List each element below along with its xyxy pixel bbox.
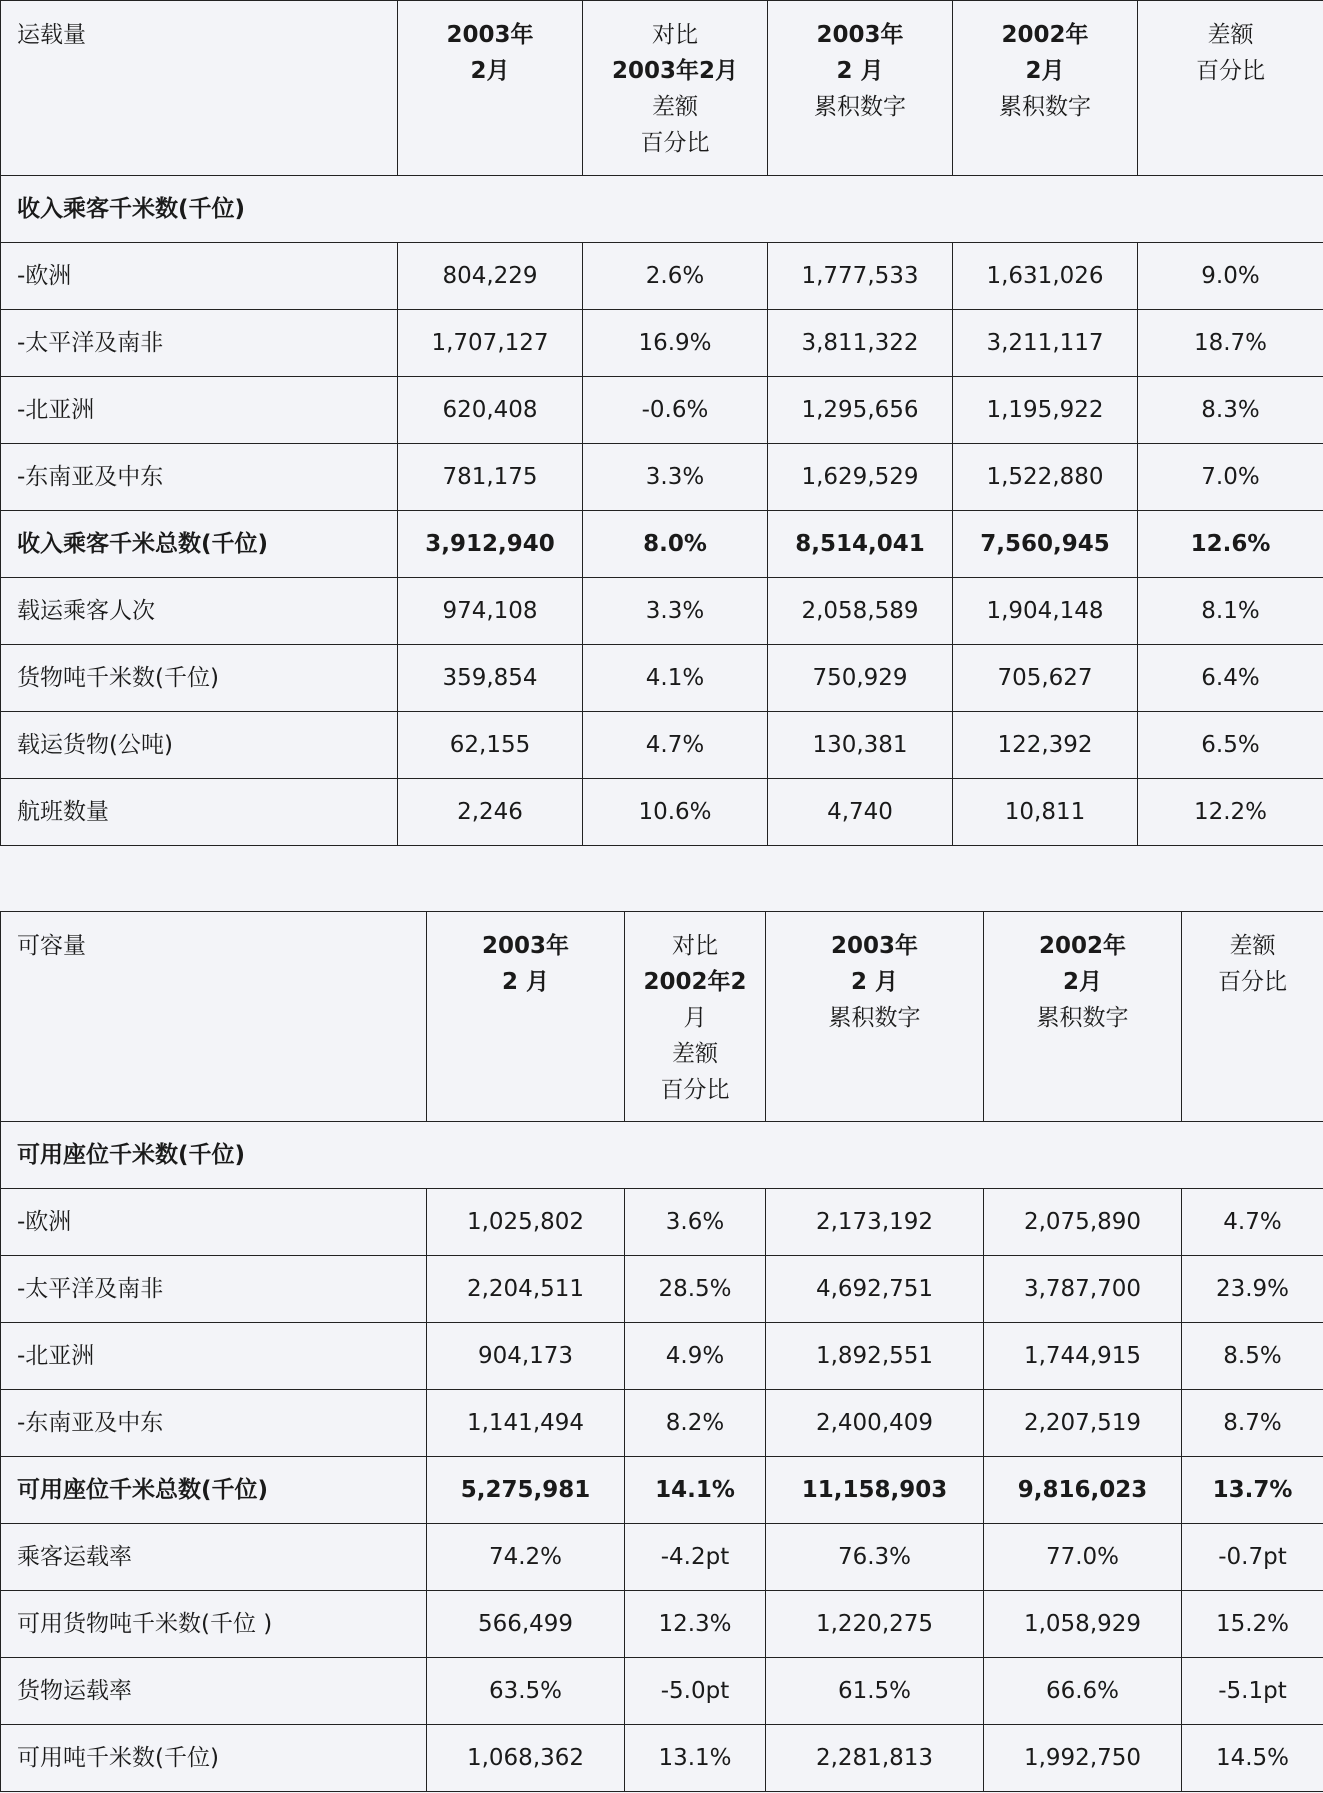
header-change: 对比 2002年2 月 差额 百分比 — [625, 912, 766, 1122]
cell: 1,068,362 — [427, 1725, 625, 1792]
cell: 9.0% — [1138, 243, 1323, 310]
table-row — [1, 645, 1323, 712]
traffic-table — [0, 0, 1323, 846]
cell: -5.0pt — [625, 1658, 766, 1725]
table-row — [1, 243, 1323, 310]
row-label: 载运乘客人次 — [1, 578, 398, 645]
cell: 620,408 — [398, 377, 583, 444]
cell: 2,400,409 — [766, 1390, 984, 1457]
cell: 61.5% — [766, 1658, 984, 1725]
cell: 8,514,041 — [768, 511, 953, 578]
table-row — [1, 779, 1323, 846]
cell: 13.1% — [625, 1725, 766, 1792]
row-label: -东南亚及中东 — [1, 444, 398, 511]
row-label: -欧洲 — [1, 1189, 427, 1256]
header-label: 运载量 — [1, 1, 398, 176]
cell: 4.7% — [583, 712, 768, 779]
table-row — [1, 1390, 1323, 1457]
cell: 1,220,275 — [766, 1591, 984, 1658]
table-header-row — [1, 912, 1323, 1122]
cell: 4.1% — [583, 645, 768, 712]
table-row — [1, 1524, 1323, 1591]
header-month: 2003年 2 月 — [427, 912, 625, 1122]
cell: 5,275,981 — [427, 1457, 625, 1524]
cell: -0.7pt — [1182, 1524, 1323, 1591]
cell: 8.5% — [1182, 1323, 1323, 1390]
table-row — [1, 310, 1323, 377]
header-change: 对比 2003年2月 差额 百分比 — [583, 1, 768, 176]
cell: 1,904,148 — [953, 578, 1138, 645]
cell: 1,295,656 — [768, 377, 953, 444]
row-label: 收入乘客千米总数(千位) — [1, 511, 398, 578]
cell: 3.6% — [625, 1189, 766, 1256]
cell: 566,499 — [427, 1591, 625, 1658]
table-row — [1, 1591, 1323, 1658]
cell: 2,207,519 — [984, 1390, 1182, 1457]
cell: 1,744,915 — [984, 1323, 1182, 1390]
cell: 1,195,922 — [953, 377, 1138, 444]
cell: 62,155 — [398, 712, 583, 779]
cell: 2,246 — [398, 779, 583, 846]
cell: 750,929 — [768, 645, 953, 712]
cell: 16.9% — [583, 310, 768, 377]
cell: 15.2% — [1182, 1591, 1323, 1658]
row-label: -东南亚及中东 — [1, 1390, 427, 1457]
cell: 4,692,751 — [766, 1256, 984, 1323]
cell: -5.1pt — [1182, 1658, 1323, 1725]
cell: 7,560,945 — [953, 511, 1138, 578]
header-cumulative-2002: 2002年 2月 累积数字 — [984, 912, 1182, 1122]
table-row — [1, 1323, 1323, 1390]
cell: 122,392 — [953, 712, 1138, 779]
cell: 3.3% — [583, 578, 768, 645]
cell: 1,629,529 — [768, 444, 953, 511]
row-label: 载运货物(公吨) — [1, 712, 398, 779]
total-row — [1, 511, 1323, 578]
cell: 1,141,494 — [427, 1390, 625, 1457]
cell: -0.6% — [583, 377, 768, 444]
cell: 4.9% — [625, 1323, 766, 1390]
cell: 14.5% — [1182, 1725, 1323, 1792]
cell: 9,816,023 — [984, 1457, 1182, 1524]
table-row — [1, 444, 1323, 511]
cell: 12.6% — [1138, 511, 1323, 578]
cell: 2,173,192 — [766, 1189, 984, 1256]
cell: 130,381 — [768, 712, 953, 779]
cell: 3,787,700 — [984, 1256, 1182, 1323]
row-label: 货物吨千米数(千位) — [1, 645, 398, 712]
cell: 974,108 — [398, 578, 583, 645]
header-diff-percent: 差额 百分比 — [1138, 1, 1323, 176]
table-row — [1, 1256, 1323, 1323]
header-cumulative-2003: 2003年 2 月 累积数字 — [768, 1, 953, 176]
row-label: -北亚洲 — [1, 1323, 427, 1390]
cell: 3.3% — [583, 444, 768, 511]
header-month: 2003年 2月 — [398, 1, 583, 176]
cell: 1,992,750 — [984, 1725, 1182, 1792]
cell: 7.0% — [1138, 444, 1323, 511]
section-row — [1, 176, 1323, 243]
cell: 77.0% — [984, 1524, 1182, 1591]
cell: 76.3% — [766, 1524, 984, 1591]
cell: 10.6% — [583, 779, 768, 846]
cell: 1,707,127 — [398, 310, 583, 377]
row-label: 可用货物吨千米数(千位 ) — [1, 1591, 427, 1658]
cell: 3,811,322 — [768, 310, 953, 377]
row-label: -太平洋及南非 — [1, 310, 398, 377]
table-row — [1, 1658, 1323, 1725]
row-label: 可用吨千米数(千位) — [1, 1725, 427, 1792]
row-label: -北亚洲 — [1, 377, 398, 444]
header-label: 可容量 — [1, 912, 427, 1122]
section-label: 收入乘客千米数(千位) — [1, 176, 1323, 243]
table-row — [1, 578, 1323, 645]
cell: 12.3% — [625, 1591, 766, 1658]
table-header-row — [1, 1, 1323, 176]
cell: 1,522,880 — [953, 444, 1138, 511]
cell: 3,912,940 — [398, 511, 583, 578]
cell: 705,627 — [953, 645, 1138, 712]
cell: 14.1% — [625, 1457, 766, 1524]
header-diff-percent: 差额 百分比 — [1182, 912, 1323, 1122]
total-row — [1, 1457, 1323, 1524]
cell: 13.7% — [1182, 1457, 1323, 1524]
cell: 8.3% — [1138, 377, 1323, 444]
cell: 1,631,026 — [953, 243, 1138, 310]
cell: 3,211,117 — [953, 310, 1138, 377]
cell: 8.2% — [625, 1390, 766, 1457]
row-label: -太平洋及南非 — [1, 1256, 427, 1323]
cell: 2,058,589 — [768, 578, 953, 645]
row-label: 航班数量 — [1, 779, 398, 846]
cell: 6.4% — [1138, 645, 1323, 712]
cell: 8.0% — [583, 511, 768, 578]
row-label: 货物运载率 — [1, 1658, 427, 1725]
section-label: 可用座位千米数(千位) — [1, 1122, 1323, 1189]
table-row — [1, 1189, 1323, 1256]
cell: 23.9% — [1182, 1256, 1323, 1323]
cell: 66.6% — [984, 1658, 1182, 1725]
cell: 1,025,802 — [427, 1189, 625, 1256]
cell: 12.2% — [1138, 779, 1323, 846]
cell: 8.7% — [1182, 1390, 1323, 1457]
cell: 4.7% — [1182, 1189, 1323, 1256]
table-row — [1, 377, 1323, 444]
cell: -4.2pt — [625, 1524, 766, 1591]
cell: 1,777,533 — [768, 243, 953, 310]
cell: 4,740 — [768, 779, 953, 846]
row-label: 乘客运载率 — [1, 1524, 427, 1591]
cell: 2,281,813 — [766, 1725, 984, 1792]
row-label: -欧洲 — [1, 243, 398, 310]
header-cumulative-2003: 2003年 2 月 累积数字 — [766, 912, 984, 1122]
cell: 18.7% — [1138, 310, 1323, 377]
cell: 10,811 — [953, 779, 1138, 846]
cell: 1,892,551 — [766, 1323, 984, 1390]
cell: 1,058,929 — [984, 1591, 1182, 1658]
table-row — [1, 1725, 1323, 1792]
cell: 359,854 — [398, 645, 583, 712]
row-label: 可用座位千米总数(千位) — [1, 1457, 427, 1524]
cell: 2,204,511 — [427, 1256, 625, 1323]
cell: 28.5% — [625, 1256, 766, 1323]
cell: 2,075,890 — [984, 1189, 1182, 1256]
section-row — [1, 1122, 1323, 1189]
cell: 2.6% — [583, 243, 768, 310]
cell: 63.5% — [427, 1658, 625, 1725]
cell: 6.5% — [1138, 712, 1323, 779]
cell: 781,175 — [398, 444, 583, 511]
header-cumulative-2002: 2002年 2月 累积数字 — [953, 1, 1138, 176]
cell: 8.1% — [1138, 578, 1323, 645]
table-row — [1, 712, 1323, 779]
cell: 904,173 — [427, 1323, 625, 1390]
cell: 74.2% — [427, 1524, 625, 1591]
capacity-table — [0, 911, 1323, 1792]
cell: 804,229 — [398, 243, 583, 310]
cell: 11,158,903 — [766, 1457, 984, 1524]
